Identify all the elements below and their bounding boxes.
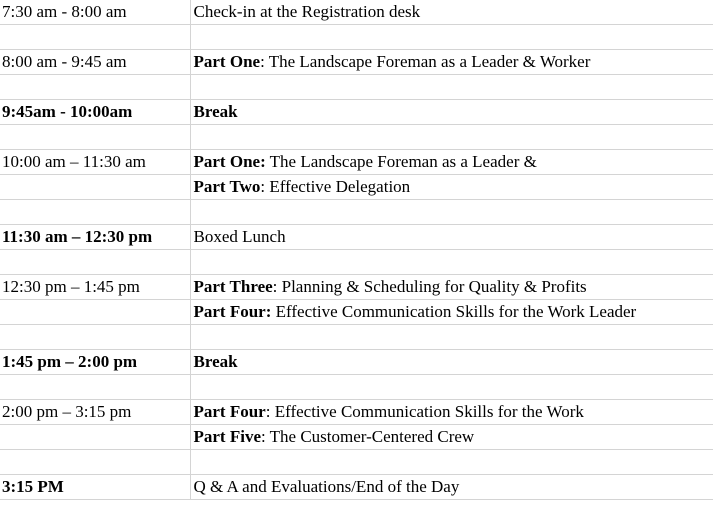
time-cell-empty: [0, 425, 190, 450]
time-slot-label: 9:45am - 10:00am: [2, 102, 133, 121]
session-title: : Effective Communication Skills for the Work: [265, 402, 584, 421]
activity-cell: [190, 400, 713, 425]
time-cell-empty: [0, 175, 190, 200]
activity-cell: [190, 350, 713, 375]
session-part-label: Break: [193, 352, 238, 371]
time-slot-label: 11:30 am – 12:30 pm: [2, 227, 153, 246]
time-cell: [0, 0, 190, 25]
empty-cell: [0, 250, 190, 275]
spacer-row: [0, 250, 713, 275]
time-cell: [0, 150, 190, 175]
session-title: Q & A and Evaluations/End of the Day: [193, 477, 460, 496]
session-title: Check-in at the Registration desk: [193, 2, 421, 21]
session-part-label: Part Four:: [193, 302, 272, 321]
time-cell-empty: [0, 300, 190, 325]
empty-cell: [0, 25, 190, 50]
time-cell: [0, 100, 190, 125]
schedule-row: [0, 350, 713, 375]
session-part-label: Break: [193, 102, 238, 121]
session-title: Effective Communication Skills for the Work Leader: [271, 302, 637, 321]
empty-cell: [0, 450, 190, 475]
session-title: Boxed Lunch: [193, 227, 286, 246]
session-title: : Effective Delegation: [260, 177, 411, 196]
session-part-label: Part Four: [193, 402, 266, 421]
spacer-row: [0, 200, 713, 225]
empty-cell: [190, 325, 713, 350]
activity-cell: [190, 50, 713, 75]
time-slot-label: 12:30 pm – 1:45 pm: [2, 277, 140, 296]
session-part-label: Part One: [193, 52, 261, 71]
schedule-row: [0, 50, 713, 75]
empty-cell: [190, 375, 713, 400]
time-cell: [0, 275, 190, 300]
activity-cell: [190, 150, 713, 175]
time-slot-label: 7:30 am - 8:00 am: [2, 2, 127, 21]
empty-cell: [0, 375, 190, 400]
schedule-row: [0, 225, 713, 250]
schedule-row: [0, 275, 713, 300]
empty-cell: [0, 75, 190, 100]
time-slot-label: 3:15 PM: [2, 477, 64, 496]
schedule-row: [0, 100, 713, 125]
spacer-row: [0, 450, 713, 475]
time-cell: [0, 400, 190, 425]
schedule-row: [0, 0, 713, 25]
schedule-row: [0, 400, 713, 425]
activity-cell: [190, 225, 713, 250]
session-title: : The Landscape Foreman as a Leader & Worker: [260, 52, 591, 71]
time-cell: [0, 50, 190, 75]
activity-cell: [190, 475, 713, 500]
time-cell: [0, 225, 190, 250]
empty-cell: [190, 200, 713, 225]
activity-cell: [190, 0, 713, 25]
activity-cell: [190, 100, 713, 125]
schedule-row: [0, 425, 713, 450]
session-part-label: Part One:: [193, 152, 266, 171]
spacer-row: [0, 25, 713, 50]
empty-cell: [0, 325, 190, 350]
session-part-label: Part Two: [193, 177, 261, 196]
session-title: : The Customer-Centered Crew: [261, 427, 475, 446]
time-slot-label: 2:00 pm – 3:15 pm: [2, 402, 132, 421]
schedule-row: [0, 150, 713, 175]
spacer-row: [0, 75, 713, 100]
empty-cell: [190, 450, 713, 475]
empty-cell: [190, 250, 713, 275]
time-slot-label: 8:00 am - 9:45 am: [2, 52, 127, 71]
session-part-label: Part Five: [193, 427, 261, 446]
time-slot-label: 1:45 pm – 2:00 pm: [2, 352, 138, 371]
empty-cell: [0, 200, 190, 225]
activity-cell: [190, 275, 713, 300]
spacer-row: [0, 375, 713, 400]
session-title: The Landscape Foreman as a Leader &: [265, 152, 537, 171]
time-slot-label: 10:00 am – 11:30 am: [2, 152, 146, 171]
spacer-row: [0, 125, 713, 150]
spacer-row: [0, 325, 713, 350]
time-cell: [0, 350, 190, 375]
activity-cell: [190, 175, 713, 200]
activity-cell: [190, 300, 713, 325]
schedule-row: [0, 475, 713, 500]
schedule-row: [0, 175, 713, 200]
empty-cell: [190, 25, 713, 50]
session-title: : Planning & Scheduling for Quality & Profits: [272, 277, 587, 296]
time-cell: [0, 475, 190, 500]
empty-cell: [0, 125, 190, 150]
empty-cell: [190, 75, 713, 100]
empty-cell: [190, 125, 713, 150]
schedule-row: [0, 300, 713, 325]
session-part-label: Part Three: [193, 277, 273, 296]
activity-cell: [190, 425, 713, 450]
